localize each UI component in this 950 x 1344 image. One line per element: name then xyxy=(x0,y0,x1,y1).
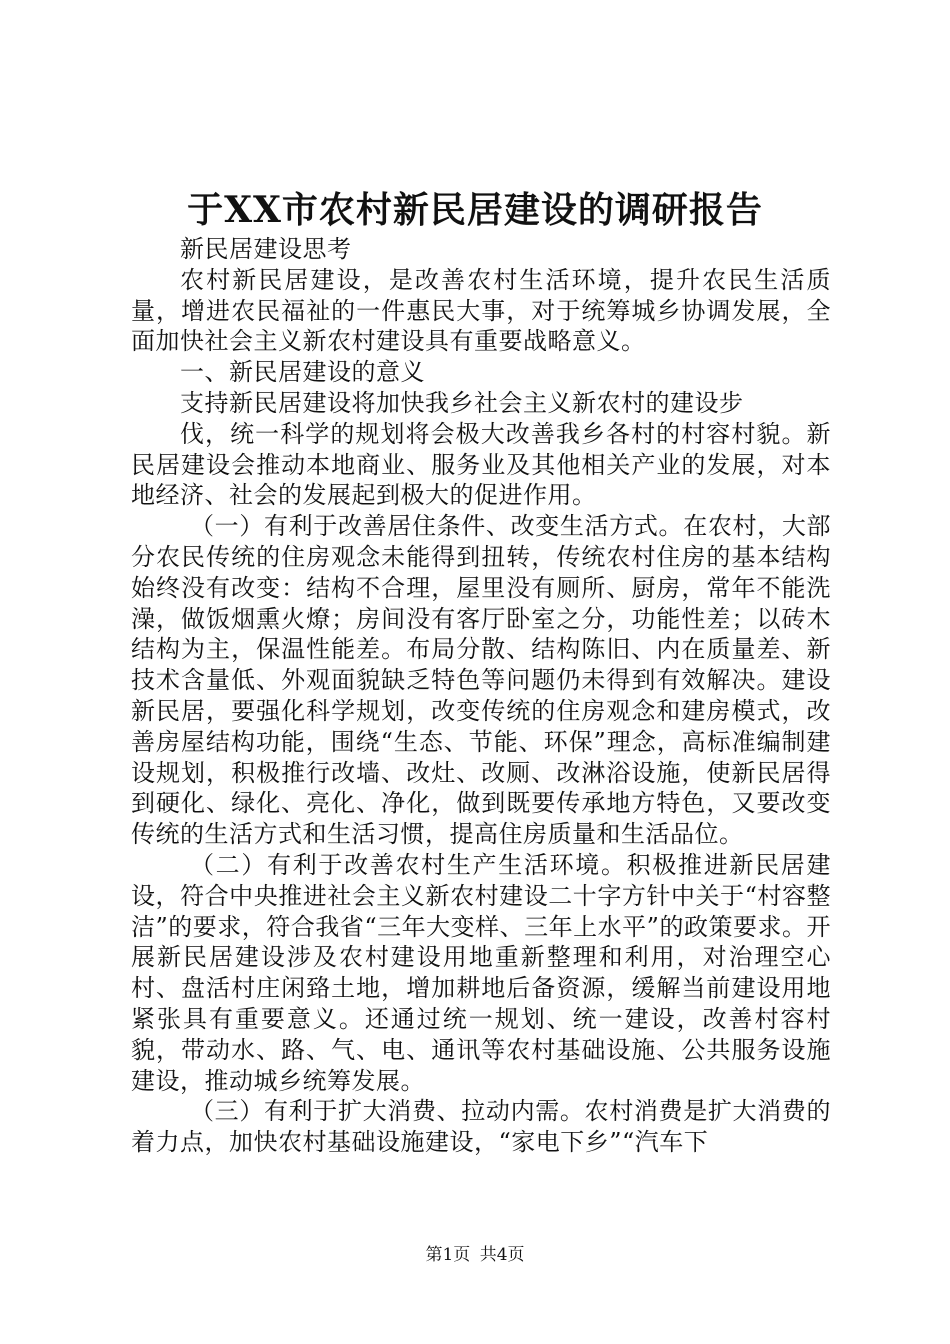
paragraph-consumption: （三）有利于扩大消费、拉动内需。农村消费是扩大消费的着力点，加快农村基础设施建设，“家电下乡”“汽车下 xyxy=(131,1097,831,1157)
document-body xyxy=(131,234,831,1158)
paragraph-environment: （二）有利于改善农村生产生活环境。积极推进新民居建设，符合中央推进社会主义新农村建设二十字方针中关于“村容整洁”的要求，符合我省“三年大变样、三年上水平”的政策要求。开展新民居建设涉及农村建设用地重新整理和利用，对治理空心村、盘活村庄闲臵土地，增加耕地后备资源，缓解当前建设用地紧张具有重要意义。还通过统一规划、统一建设，改善村容村貌，带动水、路、气、电、通讯等农村基础设施、公共服务设施建设，推动城乡统筹发展。 xyxy=(131,850,831,1095)
paragraph-support: 支持新民居建设将加快我乡社会主义新农村的建设步 xyxy=(180,388,744,417)
paragraph-living-conditions: （一）有利于改善居住条件、改变生活方式。在农村，大部分农民传统的住房观念未能得到扭转，传统农村住房的基本结构始终没有改变：结构不合理，屋里没有厕所、厨房，常年不能洗澡，做饭烟熏火燎；房间没有客厅卧室之分，功能性差；以砖木结构为主，保温性能差。布局分散、结构陈旧、内在质量差、新技术含量低、外观面貌缺乏特色等问题仍未得到有效解决。建设新民居，要强化科学规划，改变传统的住房观念和建房模式，改善房屋结构功能，围绕“生态、节能、环保”理念，高标准编制建设规划，积极推行改墙、改灶、改厕、改淋浴设施，使新民居得到硬化、绿化、亮化、净化，做到既要传承地方特色，又要改变传统的生活方式和生活习惯，提高住房质量和生活品位。 xyxy=(131,512,831,849)
paragraph-subtitle: 新民居建设思考 xyxy=(180,235,352,263)
document-title: 于XX市农村新民居建设的调研报告 xyxy=(187,189,763,231)
page-number: 第1页 xyxy=(425,1245,471,1265)
paragraph-intro: 农村新民居建设，是改善农村生活环境，提升农民生活质量，增进农民福祉的一件惠民大事，对于统筹城乡协调发展，全面加快社会主义新农村建设具有重要战略意义。 xyxy=(131,265,831,356)
paragraph-planning: 伐，统一科学的规划将会极大改善我乡各村的村容村貌。新民居建设会推动本地商业、服务业及其他相关产业的发展，对本地经济、社会的发展起到极大的促进作用。 xyxy=(131,419,831,510)
page-footer xyxy=(0,1243,950,1267)
section-heading-1: 一、新民居建设的意义 xyxy=(180,358,425,387)
page-total: 共4页 xyxy=(479,1245,525,1265)
